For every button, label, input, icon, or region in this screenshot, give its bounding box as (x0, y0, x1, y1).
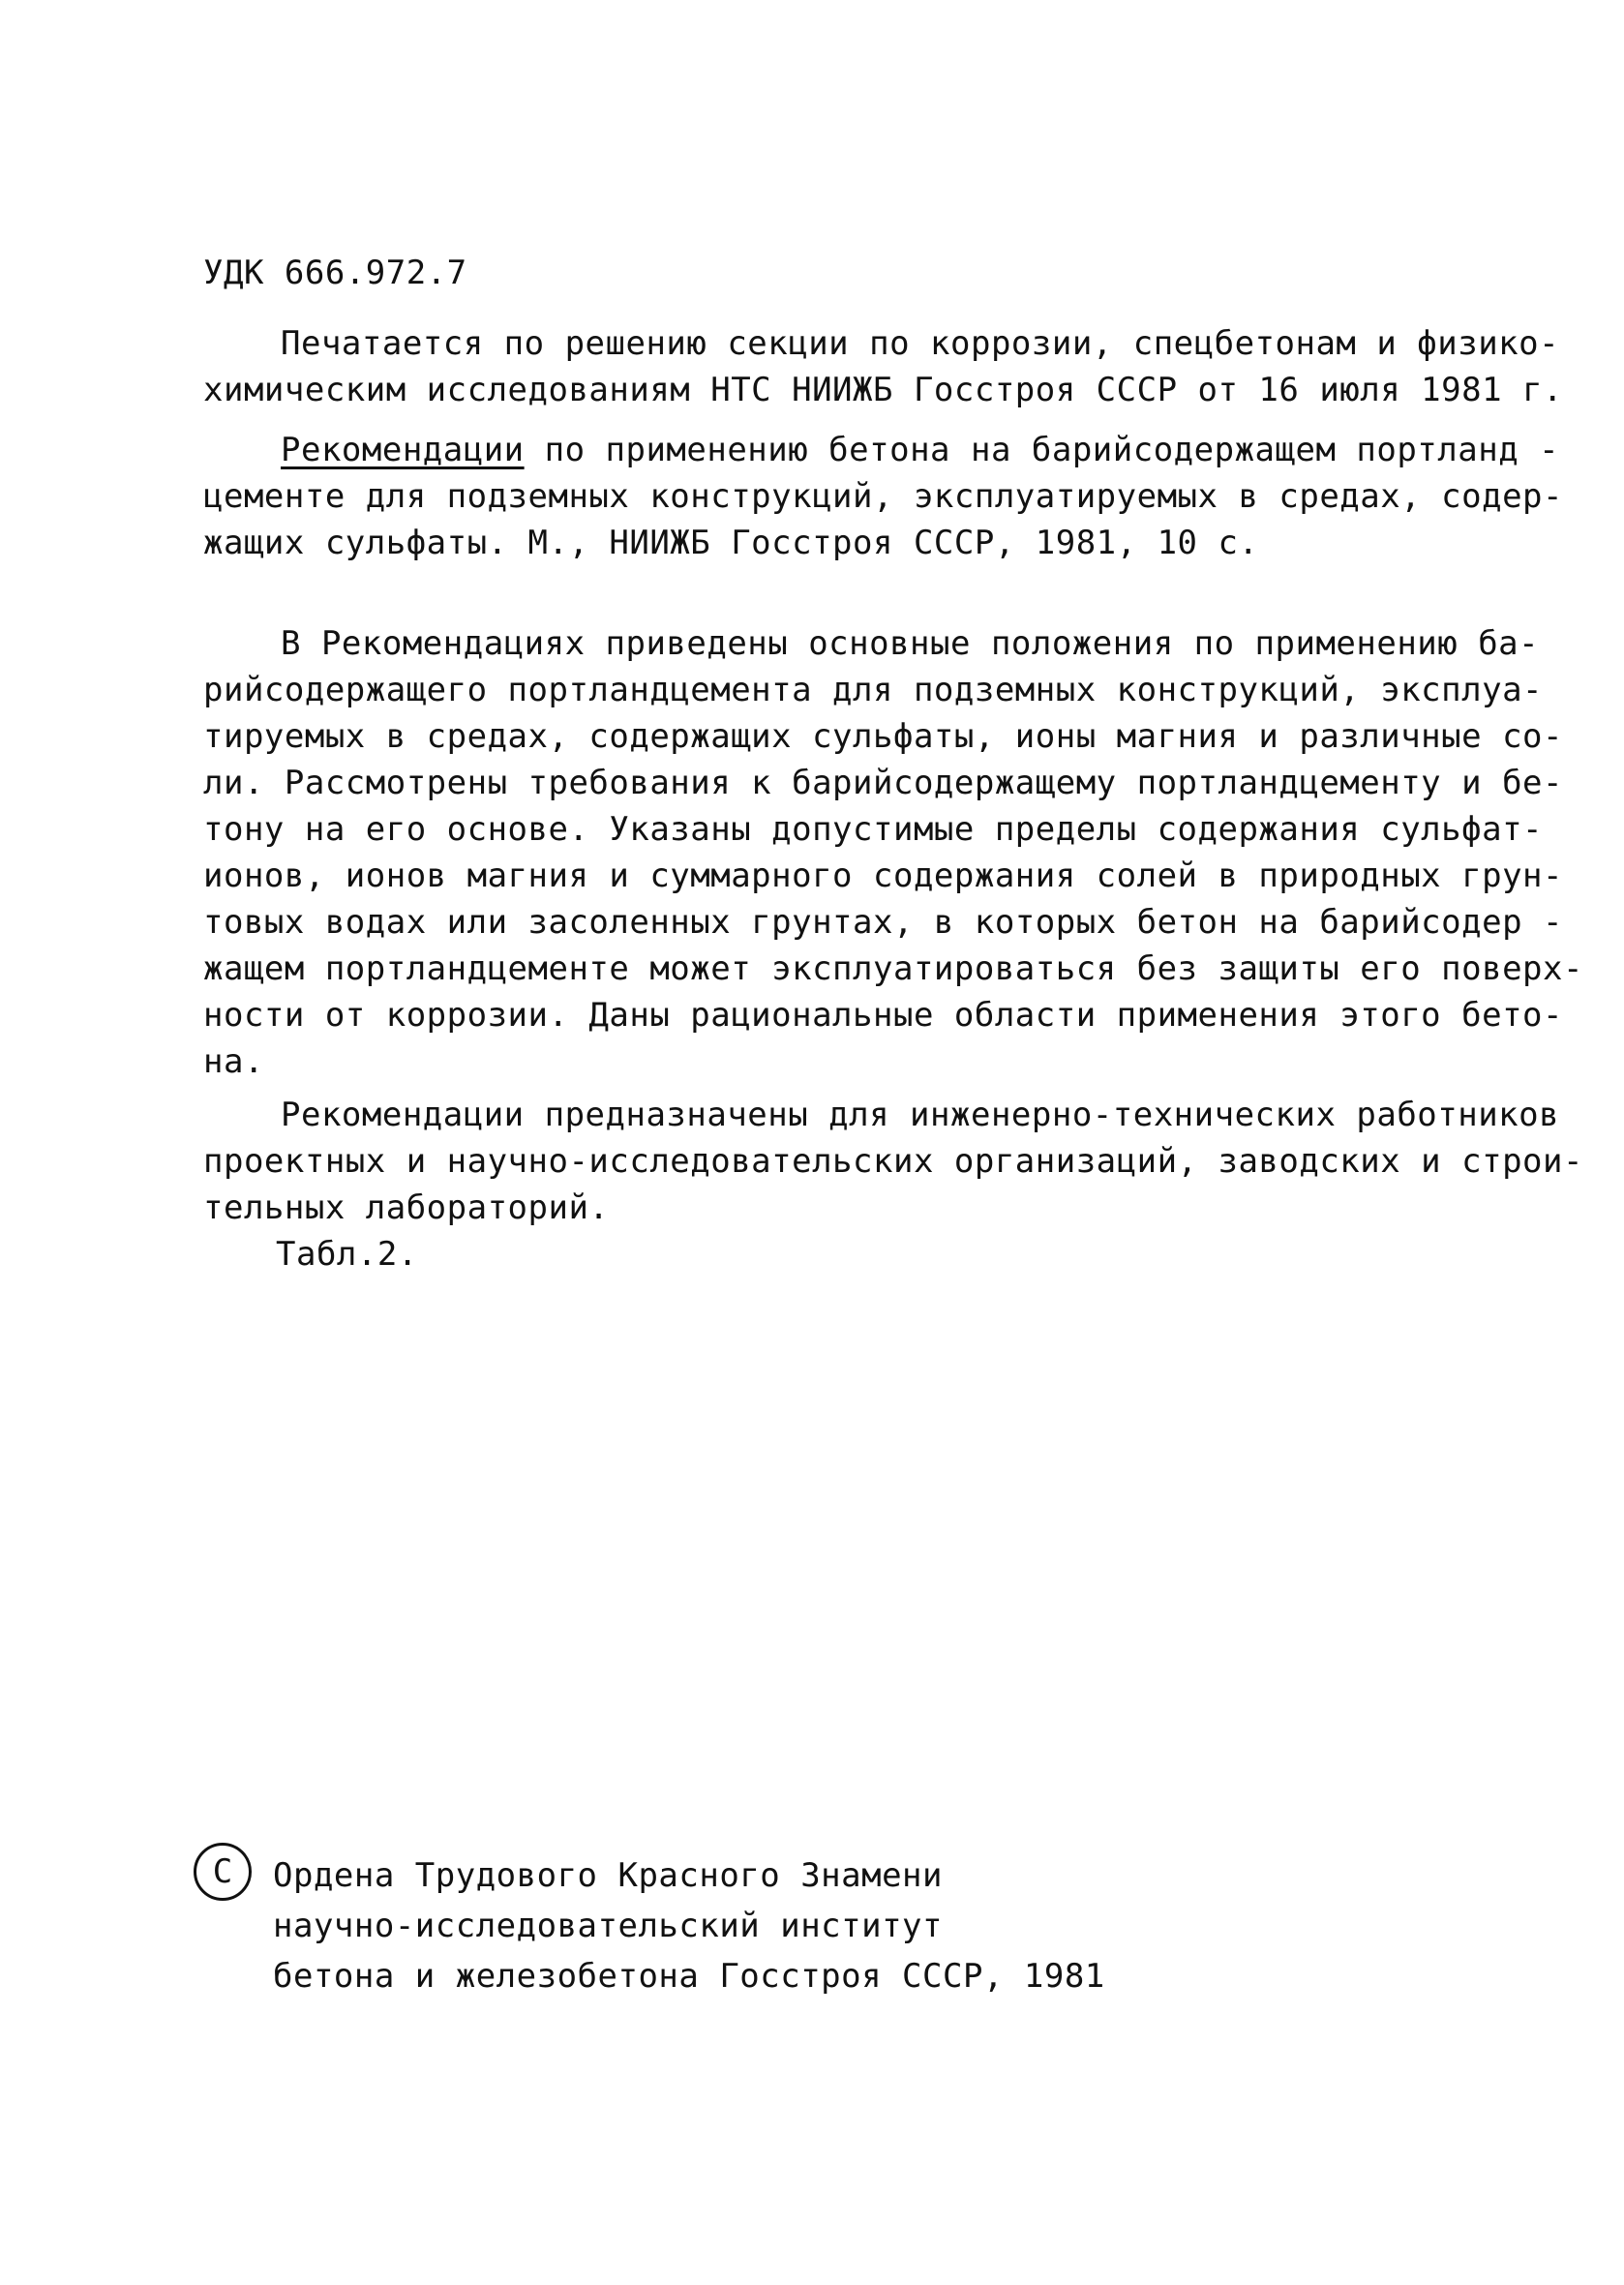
abstract-line: ионов, ионов магния и суммарного содержания солей в природных грун- (203, 857, 1563, 895)
approval-line-1: Печатается по решению секции по коррозии, спецбетонам и физико- (281, 324, 1560, 363)
abstract-line: на. (203, 1042, 264, 1081)
citation-line-3: жащих сульфаты. М., НИИЖБ Госстроя СССР, 1981, 10 с. (203, 524, 1259, 562)
abstract-line: рийсодержащего портландцемента для подземных конструкций, эксплуа- (203, 671, 1544, 709)
abstract-line: товых водах или засоленных грунтах, в которых бетон на барийсодер - (203, 903, 1563, 942)
copyright-icon: С (194, 1843, 252, 1901)
abstract-line: тону на его основе. Указаны допустимые пределы содержания сульфат- (203, 810, 1544, 849)
abstract-line: тируемых в средах, содержащих сульфаты, ионы магния и различные со- (203, 717, 1563, 756)
abstract-line: ности от коррозии. Даны рациональные области применения этого бето- (203, 996, 1563, 1035)
abstract-line: В Рекомендациях приведены основные положения по применению ба- (281, 624, 1540, 663)
abstract-line: ли. Рассмотрены требования к барийсодержащему портландцементу и бе- (203, 764, 1563, 802)
udk-code: УДК 666.972.7 (203, 254, 467, 292)
copyright-line-2: научно-исследовательский институт (273, 1907, 944, 1945)
audience-line: Рекомендации предназначены для инженерно-технических работников (281, 1096, 1560, 1134)
approval-line-2: химическим исследованиям НТС НИИЖБ Госстроя СССР от 16 июля 1981 г. (203, 371, 1563, 409)
tables-count: Табл.2. (276, 1235, 418, 1274)
copyright-line-3: бетона и железобетона Госстроя СССР, 1981 (273, 1957, 1105, 1996)
citation-line-2: цементе для подземных конструкций, эксплуатируемых в средах, содер- (203, 477, 1563, 516)
copyright-line-1: Ордена Трудового Красного Знамени (273, 1856, 944, 1895)
citation-line-1-rest: по применению бетона на барийсодержащем портланд - (524, 431, 1560, 469)
abstract-line: жащем портландцементе может эксплуатироваться без защиты его поверх- (203, 949, 1583, 988)
citation-title-word: Рекомендации (281, 431, 525, 469)
citation-line-1 (281, 431, 1560, 469)
audience-line: проектных и научно-исследовательских организаций, заводских и строи- (203, 1142, 1583, 1181)
audience-line: тельных лабораторий. (203, 1188, 610, 1227)
